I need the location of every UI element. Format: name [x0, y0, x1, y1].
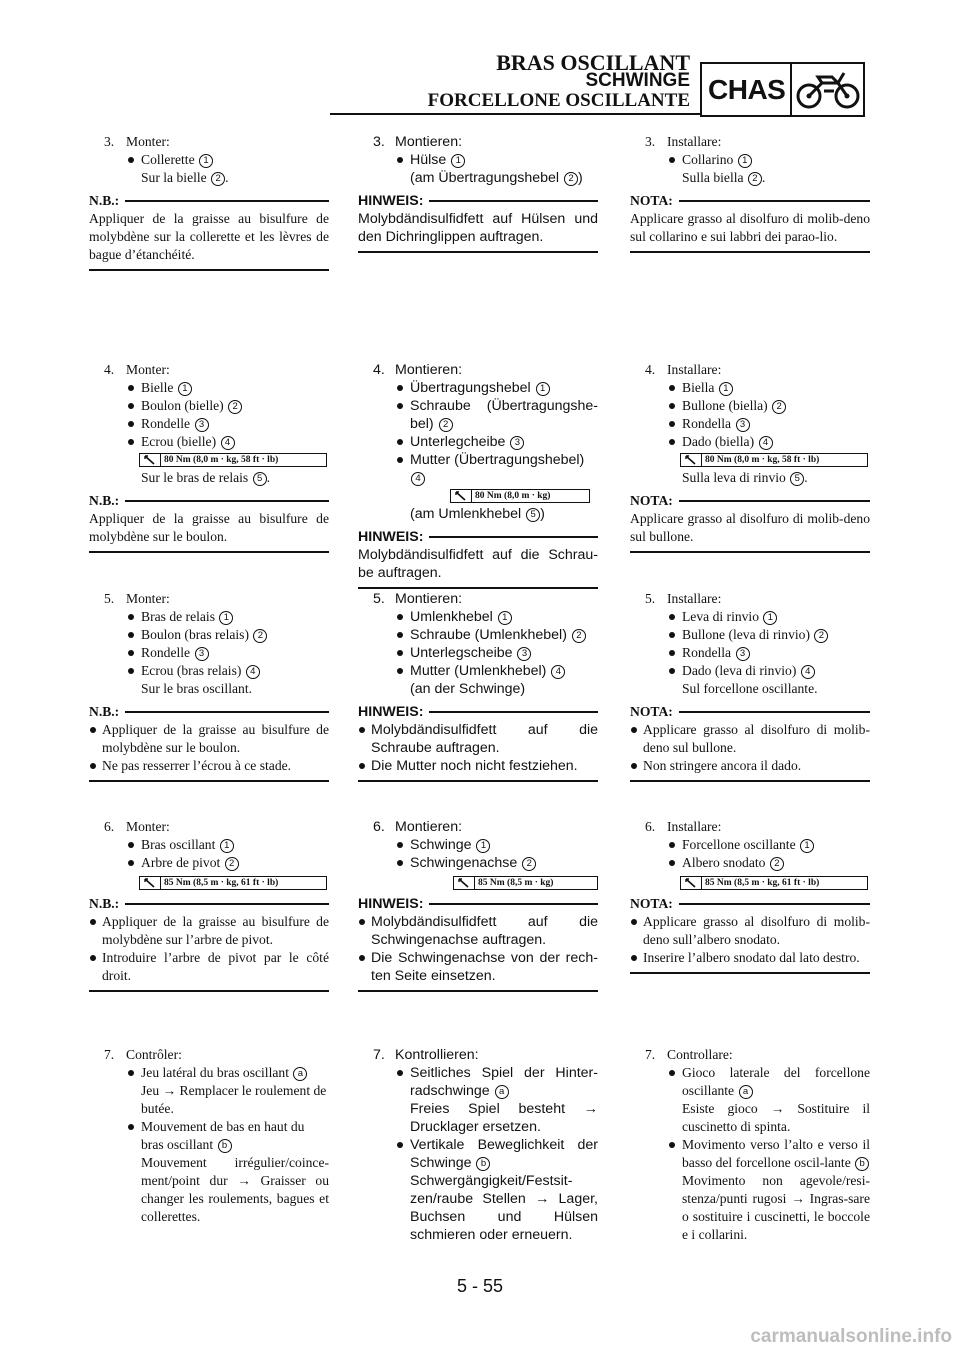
de-step-5: 5. Montieren: Umlenkhebel 1 Schraube (Umlenkhebel) 2 Unterlegscheibe 3 Mutter (Umlenkhebel) 4 (an der Schwinge) HINWEIS: Molybdändisulfidfett auf die Schraube auftragen. Die Mutter noch nicht festziehen. — [358, 590, 598, 782]
it-step-7: 7. Controllare: Gioco laterale del forcellone oscillante a Esiste gioco → Sostituire il cuscinetto di spinta. Movimento verso l’alto e verso il basso del forcellone oscil-lante b Movimento non agevole/resi-stenza/punti rugosi → Ingras-sare o sostituire i cuscinetti, le boccole e i collarini. — [645, 1047, 870, 1242]
de-step-3: 3. Montieren: Hülse 1 (am Übertragungshebel 2 ) HINWEIS: Molybdändisulfidfett auf Hülsen und den Dichringlippen auftragen. — [358, 133, 598, 253]
torque-wrench-icon — [681, 877, 702, 889]
fr-note-3: N.B.: Appliquer de la graisse au bisulfure de molybdène sur la collerette et les lèvres de bague d’étanchéité. — [89, 192, 329, 271]
de-step-6: 6. Montieren: Schwinge 1 Schwingenachse 2 85 Nm (8,5 m · kg) HINWEIS: Molybdändisulfidfett auf die Schwingenachse auftragen. Die Schwingenachse von der rech-ten Seite einsetzen. — [358, 818, 598, 992]
de-step-4: 4. Montieren: Übertragungshebel 1 Schraube (Übertragungshe-bel) 2 Unterlegcheibe 3 Mutter (Übertragungshebel) 4 80 Nm (8,0 m · kg) (am Umlenkhebel 5 ) HINWEIS: Molybdändisulfidfett auf die Schrau-be auftragen. — [358, 361, 598, 589]
chapter-badge — [700, 62, 865, 117]
it-step-5: 5. Installare: Leva di rinvio 1 Bullone (leva di rinvio) 2 Rondella 3 Dado (leva di rinvio) 4 Sul forcellone oscillante. NOTA: Applicare grasso al disolfuro di molib-deno sul bullone. Non stringere ancora il dado. — [630, 590, 870, 782]
torque-wrench-icon — [681, 454, 702, 466]
torque-wrench-icon — [140, 454, 161, 466]
it-step-4: 4. Installare: Biella 1 Bullone (biella) 2 Rondella 3 Dado (biella) 4 80 Nm (8,0 m · kg, 58 ft · lb) Sulla leva di rinvio 5 . NOTA: Applicare grasso al disolfuro di molib-deno sul bullone. — [630, 361, 870, 553]
torque-wrench-icon — [451, 490, 472, 502]
bullet-icon — [128, 157, 134, 163]
page-number: 5 - 55 — [456, 1276, 504, 1296]
section-title-it: FORCELLONE OSCILLANTE — [427, 90, 690, 111]
fr-step-3: 3. Monter: Collerette 1 Sur la bielle 2 . N.B.: Appliquer de la graisse au bisulfure de molybdène sur la collerette et les lèvres de bague d’étanchéité. — [89, 133, 329, 271]
motorcycle-icon — [794, 69, 862, 111]
fr-step-6: 6. Monter: Bras oscillant 1 Arbre de pivot 2 85 Nm (8,5 m · kg, 61 ft · lb) N.B.: Appliquer de la graisse au bisulfure de molybdène sur l’arbre de pivot. Introduire l’arbre de pivot par le côté droit. — [89, 818, 329, 992]
fr-step-7: 7. Contrôler: Jeu latéral du bras oscillant a Jeu → Remplacer le roulement de butée. Mouvement de bas en haut du bras oscillant b Mouvement irrégulier/coince-ment/point dur → Graisser ou changer les roulements, bagues et collerettes. — [104, 1047, 329, 1224]
torque-wrench-icon — [140, 877, 161, 889]
torque-wrench-icon — [454, 877, 475, 889]
badge-divider — [790, 64, 792, 115]
fr-step-4: 4. Monter: Bielle 1 Boulon (bielle) 2 Rondelle 3 Ecrou (bielle) 4 80 Nm (8,0 m · kg, 58 ft · lb) Sur le bras de relais 5 . N.B.: Appliquer de la graisse au bisulfure de molybdène sur le boulon. — [89, 361, 329, 553]
de-step-7: 7. Kontrollieren: Seitliches Spiel der Hinter-radschwinge a Freies Spiel besteht → Drucklager ersetzen. Vertikale Beweglichkeit der Schwinge b Schwergängigkeit/Festsit-zen/raube Stellen → Lager, Buchsen und Hülsen schmieren oder erneuern. — [373, 1047, 598, 1243]
section-title-fr: BRAS OSCILLANT — [496, 50, 690, 75]
it-step-3: 3. Installare: Collarino 1 Sulla biella 2 . NOTA: Applicare grasso al disolfuro di molib-deno sul collarino e sui labbri dei parao-lio. — [630, 133, 870, 253]
torque-spec: 80 Nm (8,0 m · kg, 58 ft · lb) — [139, 453, 327, 467]
it-step-6: 6. Installare: Forcellone oscillante 1 Albero snodato 2 85 Nm (8,5 m · kg, 61 ft · lb) NOTA: Applicare grasso al disolfuro di molib-deno sull’albero snodato. Inserire l’albero snodato dal lato destro. — [630, 818, 870, 974]
chapter-badge-label: CHAS — [708, 74, 786, 105]
fr-step-5: 5. Monter: Bras de relais 1 Boulon (bras relais) 2 Rondelle 3 Ecrou (bras relais) 4 Sur le bras oscillant. N.B.: Appliquer de la graisse au bisulfure de molybdène sur le boulon. Ne pas resserrer l’écrou à ce stade. — [89, 590, 329, 782]
watermark: carmanualsonline.info — [750, 1326, 952, 1347]
section-title-de: SCHWINGE — [585, 70, 690, 91]
